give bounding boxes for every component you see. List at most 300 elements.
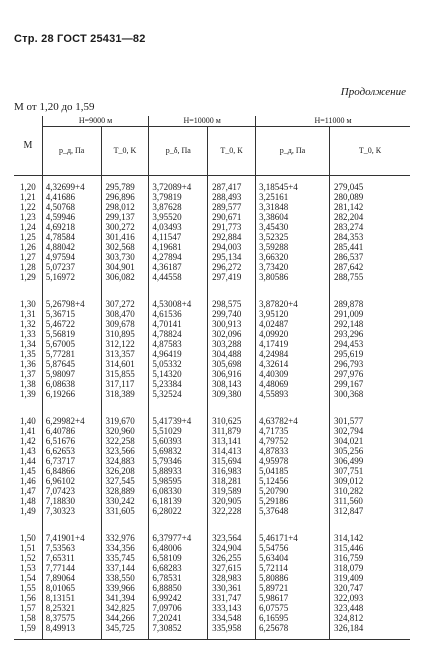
pressure-11000-cell: 3,25161 [255, 192, 329, 202]
temp-11000-cell: 297,976 [329, 369, 410, 379]
mach-cell: 1,32 [20, 319, 36, 329]
mach-cell: 1,43 [20, 446, 36, 456]
mach-cell: 1,21 [20, 192, 36, 202]
pressure-10000-cell: 4,03493 [149, 222, 208, 232]
pressure-10000-cell: 4,87583 [149, 339, 208, 349]
pressure-11000-cell: 4,40309 [255, 369, 329, 379]
pressure-11000-cell: 5,80886 [255, 573, 329, 583]
pressure-11000-cell: 3,59288 [255, 242, 329, 252]
table-row [14, 613, 410, 623]
table-row [14, 533, 410, 543]
temp-9000-cell: 313,357 [101, 349, 149, 359]
pressure-10000-cell: 6,78531 [149, 573, 208, 583]
pressure-9000-cell: 7,77144 [42, 563, 101, 573]
temp-10000-cell: 315,694 [208, 456, 256, 466]
table-row [14, 466, 410, 476]
pressure-10000-cell: 4,27894 [149, 252, 208, 262]
mach-cell: 1,41 [20, 426, 36, 436]
temp-10000-cell: 292,884 [208, 232, 256, 242]
mach-cell: 1,25 [20, 232, 36, 242]
temp-9000-cell: 312,122 [101, 339, 149, 349]
temp-9000-cell: 303,730 [101, 252, 149, 262]
page-header: Стр. 28 ГОСТ 25431—82 [14, 33, 146, 45]
pressure-11000-cell: 5,63404 [255, 553, 329, 563]
pressure-10000-cell: 4,78824 [149, 329, 208, 339]
temp-9000-cell: 341,394 [101, 593, 149, 603]
mach-cell: 1,58 [20, 613, 36, 623]
pressure-10000-cell: 5,88933 [149, 466, 208, 476]
temp-10000-cell: 335,958 [208, 623, 256, 633]
pressure-11000-cell: 5,98617 [255, 593, 329, 603]
temp-11000-cell: 309,012 [329, 476, 410, 486]
pressure-10000-cell: 6,88850 [149, 583, 208, 593]
temp-11000-cell: 314,142 [329, 533, 410, 543]
pressure-9000-cell: 4,78584 [42, 232, 101, 242]
temp-10000-cell: 328,983 [208, 573, 256, 583]
pressure-11000-cell: 4,24984 [255, 349, 329, 359]
pressure-11000-cell: 3,38604 [255, 212, 329, 222]
temp-10000-cell: 288,493 [208, 192, 256, 202]
temp-9000-cell: 319,670 [101, 416, 149, 426]
pressure-10000-cell: 5,14320 [149, 369, 208, 379]
temp-11000-cell: 301,577 [329, 416, 410, 426]
temp-11000-cell: 322,093 [329, 593, 410, 603]
pressure-10000-cell: 6,99242 [149, 593, 208, 603]
temp-11000-cell: 293,296 [329, 329, 410, 339]
pressure-9000-cell: 7,53563 [42, 543, 101, 553]
temp-9000-cell: 317,117 [101, 379, 149, 389]
table-subtitle: М от 1,20 до 1,59 [14, 101, 95, 113]
table-row [14, 486, 410, 496]
mach-cell: 1,54 [20, 573, 36, 583]
table-row [14, 369, 410, 379]
temp-9000-cell: 318,389 [101, 389, 149, 399]
table-row [14, 272, 410, 282]
pressure-9000-cell: 4,50768 [42, 202, 101, 212]
mach-cell: 1,45 [20, 466, 36, 476]
temp-11000-cell: 281,142 [329, 202, 410, 212]
temp-9000-cell: 314,601 [101, 359, 149, 369]
mach-cell: 1,28 [20, 262, 36, 272]
pressure-10000-cell: 5,05332 [149, 359, 208, 369]
table-row [14, 309, 410, 319]
pressure-10000-cell: 3,95520 [149, 212, 208, 222]
pressure-10000-cell: 4,11547 [149, 232, 208, 242]
temp-11000-cell: 315,446 [329, 543, 410, 553]
temp-9000-cell: 332,976 [101, 533, 149, 543]
table-row [14, 476, 410, 486]
mach-cell: 1,49 [20, 506, 36, 516]
pressure-11000-cell: 4,71735 [255, 426, 329, 436]
table-row [14, 436, 410, 446]
temp-11000-cell: 302,794 [329, 426, 410, 436]
mach-cell: 1,55 [20, 583, 36, 593]
pressure-9000-cell: 5,56819 [42, 329, 101, 339]
temp-9000-cell: 295,789 [101, 182, 149, 192]
table-row [14, 426, 410, 436]
temp-10000-cell: 305,698 [208, 359, 256, 369]
temp-10000-cell: 331,747 [208, 593, 256, 603]
pressure-9000-cell: 5,16972 [42, 272, 101, 282]
mach-cell: 1,53 [20, 563, 36, 573]
pressure-11000-cell: 4,79752 [255, 436, 329, 446]
mach-cell: 1,42 [20, 436, 36, 446]
pressure-10000-cell: 7,09706 [149, 603, 208, 613]
pressure-10000-cell: 5,69832 [149, 446, 208, 456]
temp-10000-cell: 299,740 [208, 309, 256, 319]
table-row [14, 506, 410, 516]
temp-9000-cell: 320,960 [101, 426, 149, 436]
pressure-9000-cell: 4,88042 [42, 242, 101, 252]
temp-10000-cell: 314,413 [208, 446, 256, 456]
table-row [14, 329, 410, 339]
temp-11000-cell: 307,751 [329, 466, 410, 476]
temp-9000-cell: 298,012 [101, 202, 149, 212]
pressure-11000-cell: 5,12456 [255, 476, 329, 486]
pressure-11000-cell: 3,95120 [255, 309, 329, 319]
temp-11000-cell: 311,560 [329, 496, 410, 506]
pressure-9000-cell: 7,89064 [42, 573, 101, 583]
pressure-11000-cell: 6,16595 [255, 613, 329, 623]
table-row [14, 583, 410, 593]
pressure-11000-cell: 3,80586 [255, 272, 329, 282]
pressure-9000-cell: 4,97594 [42, 252, 101, 262]
temp-10000-cell: 318,281 [208, 476, 256, 486]
pressure-11000-cell: 5,54756 [255, 543, 329, 553]
temp-11000-cell: 305,256 [329, 446, 410, 456]
pressure-11000-cell: 5,89721 [255, 583, 329, 593]
temp-11000-cell: 288,755 [329, 272, 410, 282]
mach-cell: 1,52 [20, 553, 36, 563]
pressure-10000-cell: 3,87628 [149, 202, 208, 212]
pressure-11000-cell: 6,25678 [255, 623, 329, 633]
temp-10000-cell: 311,879 [208, 426, 256, 436]
pressure-10000-cell: 3,79819 [149, 192, 208, 202]
table-row [14, 202, 410, 212]
pressure-11000-cell: 4,17419 [255, 339, 329, 349]
temp-10000-cell: 308,143 [208, 379, 256, 389]
pressure-10000-cell: 6,37977+4 [149, 533, 208, 543]
pressure-9000-cell: 6,73717 [42, 456, 101, 466]
pressure-11000-cell: 5,46171+4 [255, 533, 329, 543]
temp-11000-cell: 284,353 [329, 232, 410, 242]
temp-11000-cell: 316,759 [329, 553, 410, 563]
temp-10000-cell: 322,228 [208, 506, 256, 516]
mach-cell: 1,35 [20, 349, 36, 359]
table-row [14, 359, 410, 369]
temp-10000-cell: 302,096 [208, 329, 256, 339]
temp-9000-cell: 327,545 [101, 476, 149, 486]
temp-9000-cell: 337,144 [101, 563, 149, 573]
pressure-9000-cell: 5,26798+4 [42, 299, 101, 309]
temp-9000-cell: 328,889 [101, 486, 149, 496]
table-row [14, 222, 410, 232]
temp-10000-cell: 287,417 [208, 182, 256, 192]
mach-cell: 1,23 [20, 212, 36, 222]
group-header-10000: Н=10000 м [149, 116, 256, 127]
pressure-9000-cell: 6,84866 [42, 466, 101, 476]
mach-cell: 1,34 [20, 339, 36, 349]
temp-9000-cell: 342,825 [101, 603, 149, 613]
pressure-11000-cell: 3,45430 [255, 222, 329, 232]
mach-cell: 1,46 [20, 476, 36, 486]
temp-9000-cell: 339,966 [101, 583, 149, 593]
pressure-11000-cell: 4,95978 [255, 456, 329, 466]
table-row [14, 182, 410, 192]
temp-9000-cell: 334,356 [101, 543, 149, 553]
pressure-9000-cell: 5,07237 [42, 262, 101, 272]
temp-10000-cell: 295,134 [208, 252, 256, 262]
temp-10000-cell: 289,577 [208, 202, 256, 212]
pressure-10000-cell: 5,32524 [149, 389, 208, 399]
pressure-11000-cell: 3,31848 [255, 202, 329, 212]
pressure-9000-cell: 5,98097 [42, 369, 101, 379]
table-row [14, 416, 410, 426]
table-row [14, 242, 410, 252]
temp-11000-cell: 296,793 [329, 359, 410, 369]
temp-9000-cell: 344,266 [101, 613, 149, 623]
temp-9000-cell: 324,883 [101, 456, 149, 466]
temp-11000-cell: 282,204 [329, 212, 410, 222]
pressure-9000-cell: 7,18830 [42, 496, 101, 506]
temp-10000-cell: 327,615 [208, 563, 256, 573]
temp-10000-cell: 323,564 [208, 533, 256, 543]
pressure-11000-cell: 3,66320 [255, 252, 329, 262]
col-header-temp-9000: T_0, K [101, 127, 149, 176]
temp-10000-cell: 316,983 [208, 466, 256, 476]
temp-10000-cell: 297,419 [208, 272, 256, 282]
mach-cell: 1,59 [20, 623, 36, 633]
pressure-9000-cell: 8,25321 [42, 603, 101, 613]
mach-cell: 1,51 [20, 543, 36, 553]
mach-cell: 1,27 [20, 252, 36, 262]
group-header-9000: Н=9000 м [42, 116, 149, 127]
pressure-10000-cell: 4,19681 [149, 242, 208, 252]
pressure-10000-cell: 5,98595 [149, 476, 208, 486]
pressure-9000-cell: 6,40786 [42, 426, 101, 436]
temp-11000-cell: 279,045 [329, 182, 410, 192]
pressure-11000-cell: 3,18545+4 [255, 182, 329, 192]
pressure-9000-cell: 4,41686 [42, 192, 101, 202]
pressure-10000-cell: 7,30852 [149, 623, 208, 633]
pressure-10000-cell: 5,51029 [149, 426, 208, 436]
temp-10000-cell: 310,625 [208, 416, 256, 426]
pressure-9000-cell: 4,32699+4 [42, 182, 101, 192]
pressure-11000-cell: 3,87820+4 [255, 299, 329, 309]
temp-11000-cell: 326,184 [329, 623, 410, 633]
mach-cell: 1,20 [20, 182, 36, 192]
mach-cell: 1,44 [20, 456, 36, 466]
temp-11000-cell: 292,148 [329, 319, 410, 329]
pressure-11000-cell: 3,73420 [255, 262, 329, 272]
temp-11000-cell: 285,441 [329, 242, 410, 252]
temp-11000-cell: 306,499 [329, 456, 410, 466]
pressure-10000-cell: 6,08330 [149, 486, 208, 496]
temp-11000-cell: 310,282 [329, 486, 410, 496]
temp-11000-cell: 289,878 [329, 299, 410, 309]
spacer-row [14, 633, 410, 640]
pressure-10000-cell: 4,36187 [149, 262, 208, 272]
temp-11000-cell: 300,368 [329, 389, 410, 399]
temp-11000-cell: 283,274 [329, 222, 410, 232]
pressure-10000-cell: 3,72089+4 [149, 182, 208, 192]
pressure-11000-cell: 4,63782+4 [255, 416, 329, 426]
pressure-11000-cell: 4,02487 [255, 319, 329, 329]
pressure-10000-cell: 6,48006 [149, 543, 208, 553]
temp-10000-cell: 291,773 [208, 222, 256, 232]
mach-cell: 1,29 [20, 272, 36, 282]
table-row [14, 496, 410, 506]
pressure-9000-cell: 4,69218 [42, 222, 101, 232]
mach-cell: 1,40 [20, 416, 36, 426]
temp-11000-cell: 304,021 [329, 436, 410, 446]
pressure-11000-cell: 5,72114 [255, 563, 329, 573]
mach-cell: 1,26 [20, 242, 36, 252]
table-row [14, 553, 410, 563]
mach-cell: 1,31 [20, 309, 36, 319]
pressure-9000-cell: 5,36715 [42, 309, 101, 319]
pressure-11000-cell: 4,87833 [255, 446, 329, 456]
pressure-9000-cell: 6,96102 [42, 476, 101, 486]
pressure-9000-cell: 5,77281 [42, 349, 101, 359]
mach-cell: 1,36 [20, 359, 36, 369]
pressure-11000-cell: 4,55893 [255, 389, 329, 399]
pressure-9000-cell: 8,01065 [42, 583, 101, 593]
mach-cell: 1,57 [20, 603, 36, 613]
table-row [14, 252, 410, 262]
data-table [14, 116, 410, 640]
temp-10000-cell: 306,916 [208, 369, 256, 379]
temp-10000-cell: 303,288 [208, 339, 256, 349]
temp-10000-cell: 296,272 [208, 262, 256, 272]
temp-10000-cell: 300,913 [208, 319, 256, 329]
temp-9000-cell: 338,550 [101, 573, 149, 583]
table-row [14, 456, 410, 466]
pressure-11000-cell: 4,32614 [255, 359, 329, 369]
temp-9000-cell: 345,725 [101, 623, 149, 633]
pressure-9000-cell: 5,87645 [42, 359, 101, 369]
temp-9000-cell: 323,566 [101, 446, 149, 456]
temp-9000-cell: 330,242 [101, 496, 149, 506]
temp-10000-cell: 330,361 [208, 583, 256, 593]
pressure-11000-cell: 5,37648 [255, 506, 329, 516]
col-header-temp-10000: T_0, К [208, 127, 256, 176]
pressure-10000-cell: 4,70141 [149, 319, 208, 329]
temp-10000-cell: 319,589 [208, 486, 256, 496]
table-row [14, 603, 410, 613]
pressure-9000-cell: 6,08638 [42, 379, 101, 389]
temp-11000-cell: 287,642 [329, 262, 410, 272]
table-row [14, 299, 410, 309]
temp-10000-cell: 334,548 [208, 613, 256, 623]
temp-11000-cell: 295,619 [329, 349, 410, 359]
pressure-10000-cell: 5,79346 [149, 456, 208, 466]
pressure-10000-cell: 5,23384 [149, 379, 208, 389]
group-header-11000: Н=11000 м [255, 116, 410, 127]
temp-10000-cell: 304,488 [208, 349, 256, 359]
mach-cell: 1,39 [20, 389, 36, 399]
temp-9000-cell: 306,082 [101, 272, 149, 282]
pressure-11000-cell: 5,20790 [255, 486, 329, 496]
pressure-10000-cell: 5,60393 [149, 436, 208, 446]
mach-cell: 1,47 [20, 486, 36, 496]
table-row [14, 543, 410, 553]
pressure-10000-cell: 4,61536 [149, 309, 208, 319]
temp-9000-cell: 296,896 [101, 192, 149, 202]
pressure-9000-cell: 8,37575 [42, 613, 101, 623]
m-column-header: М [14, 116, 42, 176]
pressure-9000-cell: 6,51676 [42, 436, 101, 446]
temp-11000-cell: 319,409 [329, 573, 410, 583]
mach-cell: 1,48 [20, 496, 36, 506]
mach-cell: 1,37 [20, 369, 36, 379]
pressure-10000-cell: 6,18139 [149, 496, 208, 506]
pressure-9000-cell: 6,19266 [42, 389, 101, 399]
temp-9000-cell: 326,208 [101, 466, 149, 476]
pressure-9000-cell: 7,07423 [42, 486, 101, 496]
temp-11000-cell: 320,747 [329, 583, 410, 593]
temp-10000-cell: 324,904 [208, 543, 256, 553]
pressure-9000-cell: 4,59946 [42, 212, 101, 222]
temp-9000-cell: 304,901 [101, 262, 149, 272]
pressure-10000-cell: 4,53008+4 [149, 299, 208, 309]
pressure-10000-cell: 6,58109 [149, 553, 208, 563]
temp-9000-cell: 301,416 [101, 232, 149, 242]
temp-9000-cell: 302,568 [101, 242, 149, 252]
temp-11000-cell: 291,009 [329, 309, 410, 319]
col-header-pressure-9000: p_д, Па [42, 127, 101, 176]
table-row [14, 339, 410, 349]
table-row [14, 319, 410, 329]
mach-cell: 1,22 [20, 202, 36, 212]
temp-11000-cell: 324,812 [329, 613, 410, 623]
pressure-10000-cell: 5,41739+4 [149, 416, 208, 426]
table-row [14, 563, 410, 573]
table-row [14, 192, 410, 202]
temp-10000-cell: 320,905 [208, 496, 256, 506]
pressure-11000-cell: 5,29186 [255, 496, 329, 506]
pressure-9000-cell: 6,62653 [42, 446, 101, 456]
col-header-temp-11000: T_0, К [329, 127, 410, 176]
table-row [14, 232, 410, 242]
pressure-9000-cell: 8,13151 [42, 593, 101, 603]
col-header-pressure-10000: p_δ, Па [149, 127, 208, 176]
pressure-10000-cell: 4,96419 [149, 349, 208, 359]
spacer-row [14, 399, 410, 416]
table-row [14, 389, 410, 399]
pressure-9000-cell: 7,41901+4 [42, 533, 101, 543]
pressure-9000-cell: 7,65311 [42, 553, 101, 563]
table-row [14, 446, 410, 456]
temp-10000-cell: 326,255 [208, 553, 256, 563]
temp-9000-cell: 335,745 [101, 553, 149, 563]
temp-11000-cell: 318,079 [329, 563, 410, 573]
temp-11000-cell: 280,089 [329, 192, 410, 202]
pressure-9000-cell: 5,46722 [42, 319, 101, 329]
temp-9000-cell: 299,137 [101, 212, 149, 222]
table-row [14, 593, 410, 603]
temp-10000-cell: 298,575 [208, 299, 256, 309]
pressure-11000-cell: 3,52325 [255, 232, 329, 242]
temp-9000-cell: 322,258 [101, 436, 149, 446]
temp-9000-cell: 309,678 [101, 319, 149, 329]
pressure-9000-cell: 5,67005 [42, 339, 101, 349]
pressure-11000-cell: 5,04185 [255, 466, 329, 476]
table-row [14, 349, 410, 359]
mach-cell: 1,38 [20, 379, 36, 389]
temp-11000-cell: 294,453 [329, 339, 410, 349]
temp-9000-cell: 315,855 [101, 369, 149, 379]
